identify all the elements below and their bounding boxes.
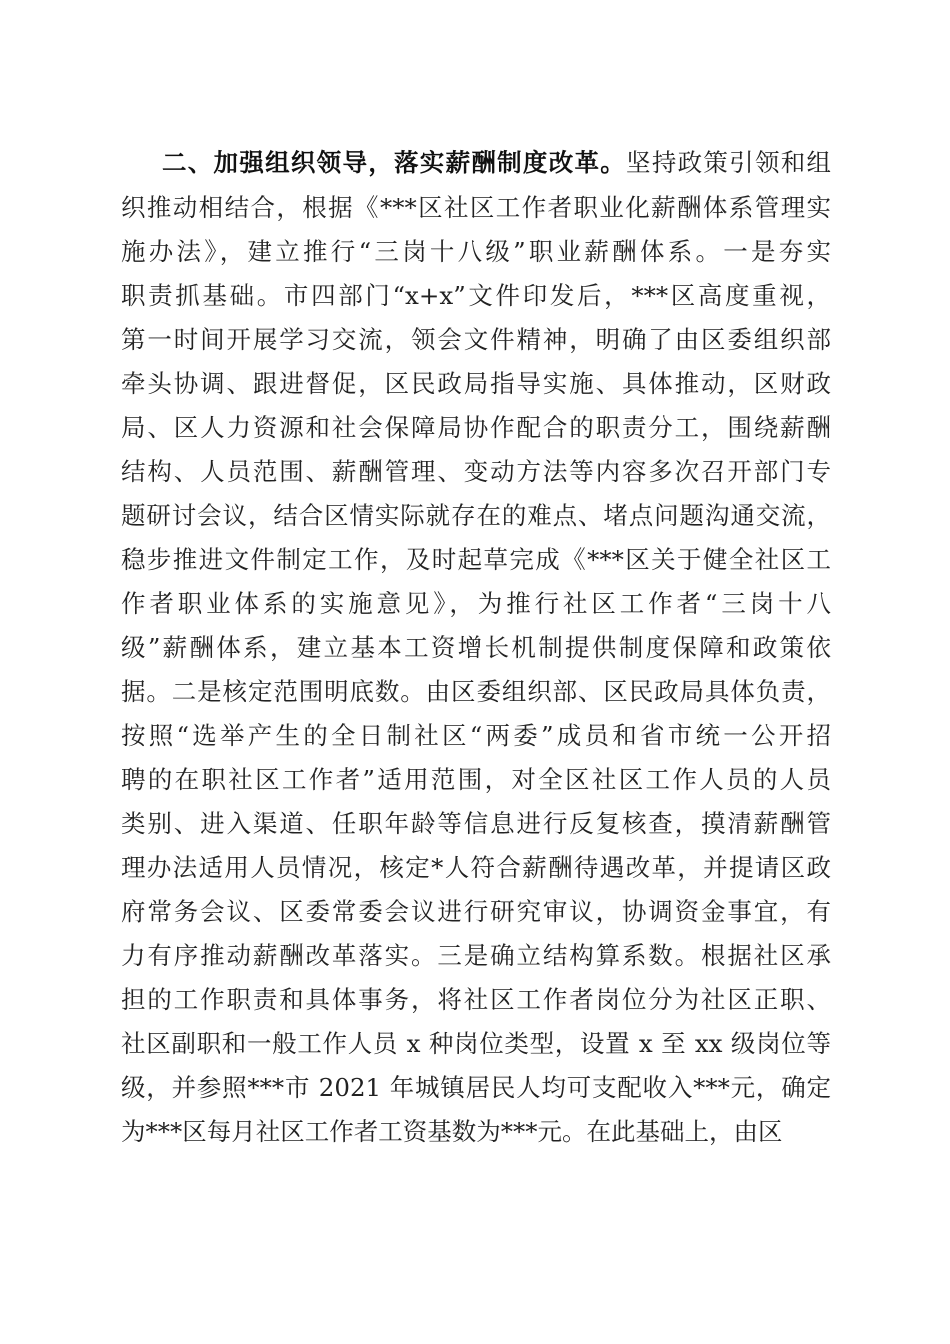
paragraph-line-8: 结构、人员范围、薪酬管理、变动方法等内容多次召开部门专 xyxy=(121,457,831,486)
paragraph-line-21: 社区副职和一般工作人员 x 种岗位类型，设置 x 至 xx 级岗位等 xyxy=(121,1029,831,1058)
paragraph-line-1 xyxy=(162,148,831,178)
paragraph-line-4: 职责抓基础。市四部门“x+x”文件印发后，***区高度重视， xyxy=(121,281,831,310)
paragraph-line-18: 府常务会议、区委常委会议进行研究审议，协调资金事宜，有 xyxy=(121,897,831,926)
paragraph-line-20: 担的工作职责和具体事务，将社区工作者岗位分为社区正职、 xyxy=(121,985,831,1014)
paragraph-text: 坚持政策引领和组 xyxy=(626,148,832,177)
paragraph-line-14: 按照“选举产生的全日制社区“两委”成员和省市统一公开招 xyxy=(121,721,831,750)
paragraph-line-7: 局、区人力资源和社会保障局协作配合的职责分工，围绕薪酬 xyxy=(121,413,831,442)
paragraph-line-9: 题研讨会议，结合区情实际就存在的难点、堵点问题沟通交流， xyxy=(121,501,831,530)
paragraph-line-11: 作者职业体系的实施意见》，为推行社区工作者“三岗十八 xyxy=(121,589,831,618)
paragraph-line-5: 第一时间开展学习交流，领会文件精神，明确了由区委组织部 xyxy=(121,325,831,354)
paragraph-line-16: 类别、进入渠道、任职年龄等信息进行反复核查，摸清薪酬管 xyxy=(121,809,831,838)
paragraph-line-23: 为***区每月社区工作者工资基数为***元。在此基础上，由区 xyxy=(121,1117,783,1146)
paragraph-line-13: 据。二是核定范围明底数。由区委组织部、区民政局具体负责， xyxy=(121,677,831,706)
section-heading: 二、加强组织领导，落实薪酬制度改革。 xyxy=(162,148,627,177)
paragraph-line-2: 织推动相结合，根据《***区社区工作者职业化薪酬体系管理实 xyxy=(121,193,831,222)
paragraph-line-15: 聘的在职社区工作者”适用范围，对全区社区工作人员的人员 xyxy=(121,765,831,794)
paragraph-line-3: 施办法》，建立推行“三岗十八级”职业薪酬体系。一是夯实 xyxy=(121,237,831,266)
paragraph-line-17: 理办法适用人员情况，核定*人符合薪酬待遇改革，并提请区政 xyxy=(121,853,831,882)
paragraph-line-6: 牵头协调、跟进督促，区民政局指导实施、具体推动，区财政 xyxy=(121,369,831,398)
paragraph-line-19: 力有序推动薪酬改革落实。三是确立结构算系数。根据社区承 xyxy=(121,941,831,970)
paragraph-line-12: 级”薪酬体系，建立基本工资增长机制提供制度保障和政策依 xyxy=(121,633,831,662)
paragraph-line-10: 稳步推进文件制定工作，及时起草完成《***区关于健全社区工 xyxy=(121,545,831,574)
paragraph-line-22: 级，并参照***市 2021 年城镇居民人均可支配收入***元，确定 xyxy=(121,1073,831,1102)
